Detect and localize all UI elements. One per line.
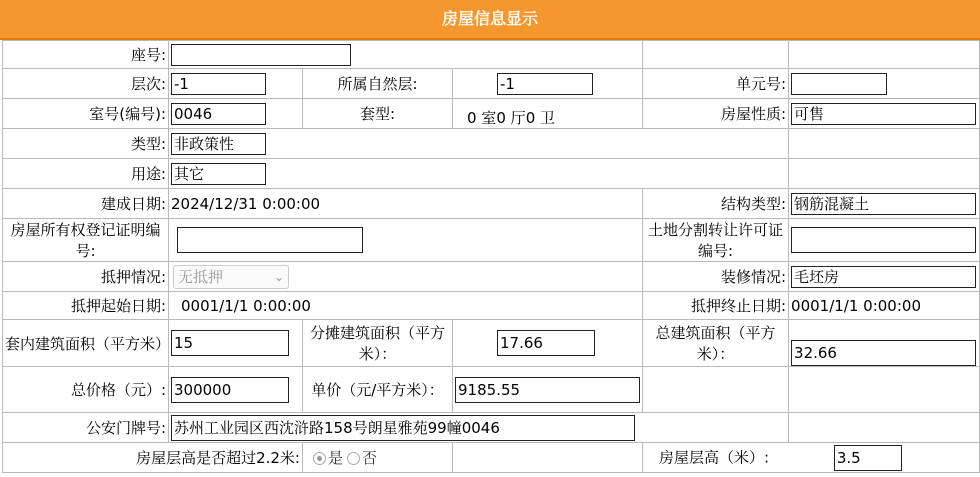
row-address (3, 413, 980, 443)
floor-height-label: 房屋层高（米）: (659, 448, 770, 466)
mortgage-end-value: 0001/1/1 0:00:00 (789, 292, 980, 320)
property-nature-label: 房屋性质: (643, 99, 789, 129)
mortgage-start-value: 0001/1/1 0:00:00 (169, 292, 643, 320)
natural-floor-input[interactable] (497, 73, 593, 95)
total-area-input[interactable] (791, 340, 976, 366)
height-over-no-radio[interactable] (347, 452, 360, 465)
layout-room-unit: 室 (481, 109, 497, 127)
layout-room-count: 0 (467, 109, 477, 127)
decoration-input[interactable] (791, 266, 976, 288)
floor-height-input[interactable] (834, 445, 902, 471)
total-price-input[interactable] (171, 377, 289, 403)
row-build-date (3, 189, 980, 219)
unit-price-label: 单价（元/平方米）： (303, 367, 453, 413)
mortgage-select-value: 无抵押 (178, 267, 224, 286)
height-over-no-label: 否 (362, 449, 378, 467)
mortgage-select[interactable] (173, 265, 289, 289)
structure-type-input[interactable] (791, 193, 976, 215)
height-over-radios (303, 443, 453, 473)
usage-label: 用途: (3, 159, 169, 189)
land-permit-label: 土地分割转让许可证编号: (643, 219, 789, 262)
layout-value (453, 99, 643, 129)
total-price-label: 总价格（元）: (3, 367, 169, 413)
height-over-yes-label: 是 (328, 449, 344, 467)
build-date-value: 2024/12/31 0:00:00 (169, 189, 643, 219)
usage-input[interactable] (171, 163, 266, 185)
layout-bath-unit: 卫 (540, 109, 556, 127)
layout-bath-count: 0 (525, 109, 536, 127)
height-over-yes-radio[interactable] (313, 452, 326, 465)
structure-type-label: 结构类型: (643, 189, 789, 219)
layout-hall-count: 0 (496, 109, 506, 127)
natural-floor-label: 所属自然层: (303, 69, 453, 99)
chevron-down-icon: ⌄ (273, 269, 284, 284)
house-info-table (2, 40, 980, 473)
floor-level-input[interactable] (171, 73, 266, 95)
unit-no-input[interactable] (791, 73, 887, 95)
inner-area-input[interactable] (171, 330, 289, 356)
decoration-label: 装修情况: (643, 262, 789, 292)
row-height (3, 443, 980, 473)
address-label: 公安门牌号: (3, 413, 169, 443)
ownership-cert-label: 房屋所有权登记证明编号: (3, 219, 169, 262)
floor-level-label: 层次: (3, 69, 169, 99)
unit-no-label: 单元号: (643, 69, 789, 99)
room-no-label: 室号(编号): (3, 99, 169, 129)
page-title: 房屋信息显示 (441, 9, 538, 28)
unit-price-input[interactable] (455, 377, 640, 403)
row-certificates (3, 219, 980, 262)
build-date-label: 建成日期: (3, 189, 169, 219)
row-areas (3, 320, 980, 367)
land-permit-input[interactable] (791, 227, 976, 253)
shared-area-label: 分摊建筑面积（平方米）： (303, 320, 453, 367)
mortgage-end-label: 抵押终止日期: (643, 292, 789, 320)
mortgage-label: 抵押情况: (3, 262, 169, 292)
mortgage-start-label: 抵押起始日期: (3, 292, 169, 320)
row-seat (3, 41, 980, 69)
row-type (3, 129, 980, 159)
property-nature-input[interactable] (791, 103, 976, 125)
page-header (0, 0, 980, 40)
row-prices (3, 367, 980, 413)
address-input[interactable] (171, 415, 635, 441)
row-mortgage (3, 262, 980, 292)
row-mortgage-dates (3, 292, 980, 320)
seat-no-input[interactable] (171, 44, 351, 66)
row-room (3, 99, 980, 129)
type-label: 类型: (3, 129, 169, 159)
inner-area-label: 套内建筑面积（平方米） (3, 320, 169, 367)
shared-area-input[interactable] (497, 330, 595, 356)
row-usage (3, 159, 980, 189)
layout-label: 套型: (303, 99, 453, 129)
room-no-input[interactable] (171, 103, 266, 125)
layout-hall-unit: 厅 (510, 109, 526, 127)
total-area-label: 总建筑面积（平方米）： (643, 320, 789, 367)
ownership-cert-input[interactable] (177, 227, 363, 253)
row-floor (3, 69, 980, 99)
height-over-label: 房屋层高是否超过2.2米: (3, 443, 303, 473)
seat-no-label: 座号: (3, 41, 169, 69)
type-input[interactable] (171, 133, 266, 155)
